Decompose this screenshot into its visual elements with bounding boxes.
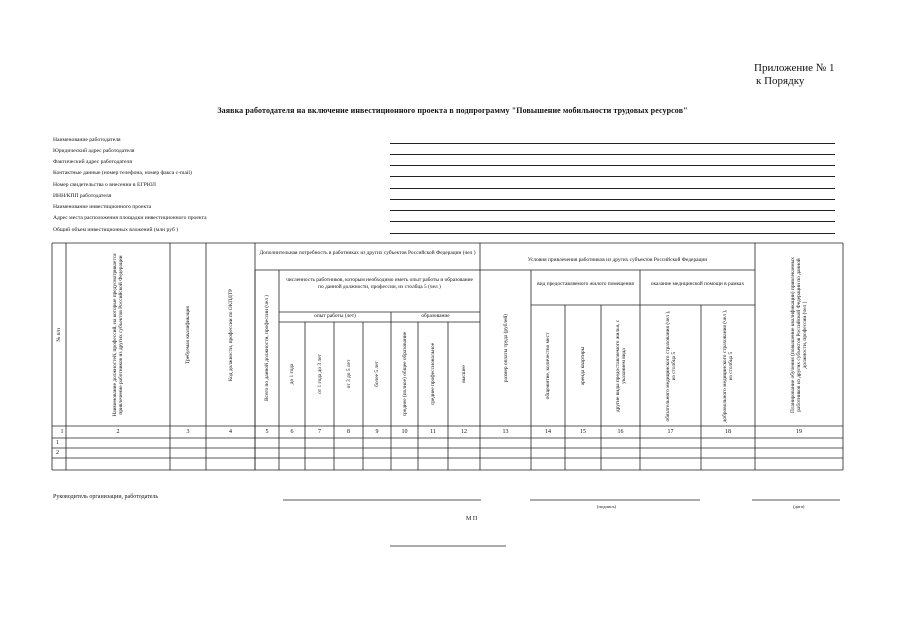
column-header-text: высшее bbox=[461, 365, 467, 383]
column-header-text: среднее профессиональное bbox=[430, 342, 436, 406]
subheader-education: образование bbox=[421, 313, 450, 319]
column-number: 6 bbox=[290, 429, 294, 435]
column-number: 15 bbox=[580, 429, 586, 435]
column-number: 2 bbox=[116, 429, 120, 435]
column-header-text: добровольного медицинского страхования (чел ), из столбца 5 bbox=[722, 309, 734, 422]
column-header bbox=[206, 243, 255, 426]
field-label: Наименование работодателя bbox=[53, 137, 121, 143]
field-label: Номер свидетельства о внесении в ЕГРЮЛ bbox=[53, 182, 156, 188]
column-number: 4 bbox=[229, 429, 232, 435]
row-number: 1 bbox=[56, 440, 59, 446]
field-label: Наименование инвестиционного проекта bbox=[53, 204, 152, 210]
column-header bbox=[391, 322, 418, 426]
column-number: 9 bbox=[375, 429, 379, 435]
column-header-text: размер оплаты труда (рублей) bbox=[502, 313, 509, 383]
column-header bbox=[363, 322, 391, 426]
field-label: Контактные данные (номер телефона, номер факса с-mail) bbox=[53, 170, 192, 176]
column-header bbox=[701, 305, 755, 426]
column-header bbox=[418, 322, 448, 426]
column-header-text: более 5 лет bbox=[374, 361, 380, 387]
column-number: 5 bbox=[265, 429, 269, 435]
column-header-text: общежитие, количество мест bbox=[545, 332, 551, 399]
column-header bbox=[480, 270, 531, 426]
column-header bbox=[755, 243, 843, 426]
column-header bbox=[305, 322, 334, 426]
column-header bbox=[640, 305, 701, 426]
appendix-line-1: Приложение № 1 bbox=[754, 62, 835, 74]
column-header-text: Всего по данной должности, профессии (чел ) bbox=[264, 294, 270, 402]
column-header-text: до 1 года bbox=[289, 363, 295, 385]
column-header-text: Наименование должностей, профессий, на которые предусматривается привлечение работников из других субъектов Российской Федерации bbox=[112, 252, 124, 417]
column-header bbox=[565, 305, 601, 426]
stamp-mark: М П bbox=[466, 516, 478, 522]
column-number: 10 bbox=[401, 429, 408, 435]
subheader-housing: вид предоставляемого жилого помещения bbox=[537, 281, 634, 287]
field-label: Фактический адрес работодателя bbox=[53, 159, 132, 165]
column-number: 12 bbox=[461, 429, 467, 435]
field-label: Общий объем инвестиционных вложений (млн руб ) bbox=[53, 227, 179, 233]
group-header-conditions: Условия привлечения работников из других субъектов Российской Федерации bbox=[527, 257, 708, 263]
date-caption: (дата) bbox=[793, 504, 805, 509]
column-header bbox=[279, 322, 305, 426]
column-number: 14 bbox=[545, 429, 551, 435]
column-number: 1 bbox=[60, 429, 64, 435]
column-header bbox=[601, 305, 640, 426]
sign-caption: (подпись) bbox=[597, 504, 617, 509]
field-label: ИНН/КПП работодателя bbox=[53, 193, 112, 199]
column-header-text: Требуемая квалификация bbox=[185, 305, 191, 364]
column-number: 11 bbox=[430, 429, 436, 435]
subheader-medical: оказание медицинской помощи в рамках bbox=[650, 281, 745, 287]
column-number: 3 bbox=[186, 429, 190, 435]
field-label: Юридический адрес работодателя bbox=[53, 148, 135, 154]
column-header-text: Код должности, профессии по ОКПДТР bbox=[227, 288, 234, 381]
column-header bbox=[255, 270, 279, 426]
column-header-text: от 3 до 5 лет bbox=[345, 359, 352, 389]
column-header bbox=[170, 243, 206, 426]
column-header-text: № п/п bbox=[56, 327, 62, 342]
row-number: 2 bbox=[56, 450, 59, 456]
column-header bbox=[531, 305, 565, 426]
column-header-text: аренда квартиры bbox=[580, 346, 586, 385]
subheader-experience: опыт работы (лет) bbox=[314, 313, 356, 319]
column-header bbox=[334, 322, 363, 426]
column-number: 7 bbox=[318, 429, 321, 435]
column-number: 8 bbox=[347, 429, 350, 435]
field-label: Адрес места расположения площадки инвестиционного проекта bbox=[53, 215, 207, 221]
column-number: 18 bbox=[725, 429, 731, 435]
column-header bbox=[66, 243, 170, 426]
document-title: Заявка работодателя на включение инвестиционного проекта в подпрограмму "Повышение мобильности трудовых ресурсов" bbox=[217, 106, 688, 115]
column-header-text: другие виды предоставляемого жилья, с указанием вида bbox=[614, 319, 627, 412]
column-header-text: от 1 года до 3 лет bbox=[316, 354, 323, 394]
appendix-line-2: к Порядку bbox=[756, 75, 805, 87]
column-header bbox=[448, 322, 480, 426]
column-header-text: обязательного медицинского страхования (чел ), из столбца 5 bbox=[664, 310, 677, 421]
column-header bbox=[52, 243, 66, 426]
column-number: 13 bbox=[502, 429, 509, 435]
column-header-text: Планирование обучения (повышение квалификации) привлекаемых работников из других субъектов Российской Федерации по данной должности, профессии (чел ) bbox=[790, 256, 808, 413]
signature-label: Руководитель организации, работодатель bbox=[53, 494, 159, 500]
subheader-count: численность работников, которым необходимо иметь опыт работы и образование по данной должности, профессии, из столбца 5 (чел ) bbox=[286, 277, 473, 290]
column-header-text: среднее (полное) общее образование bbox=[401, 331, 408, 417]
column-number: 16 bbox=[617, 429, 624, 435]
group-header-need: Дополнительная потребность в работниках из других субъектов Российской Федерации (чел ) bbox=[259, 250, 476, 256]
column-number: 17 bbox=[667, 429, 674, 435]
column-number: 19 bbox=[796, 429, 802, 435]
